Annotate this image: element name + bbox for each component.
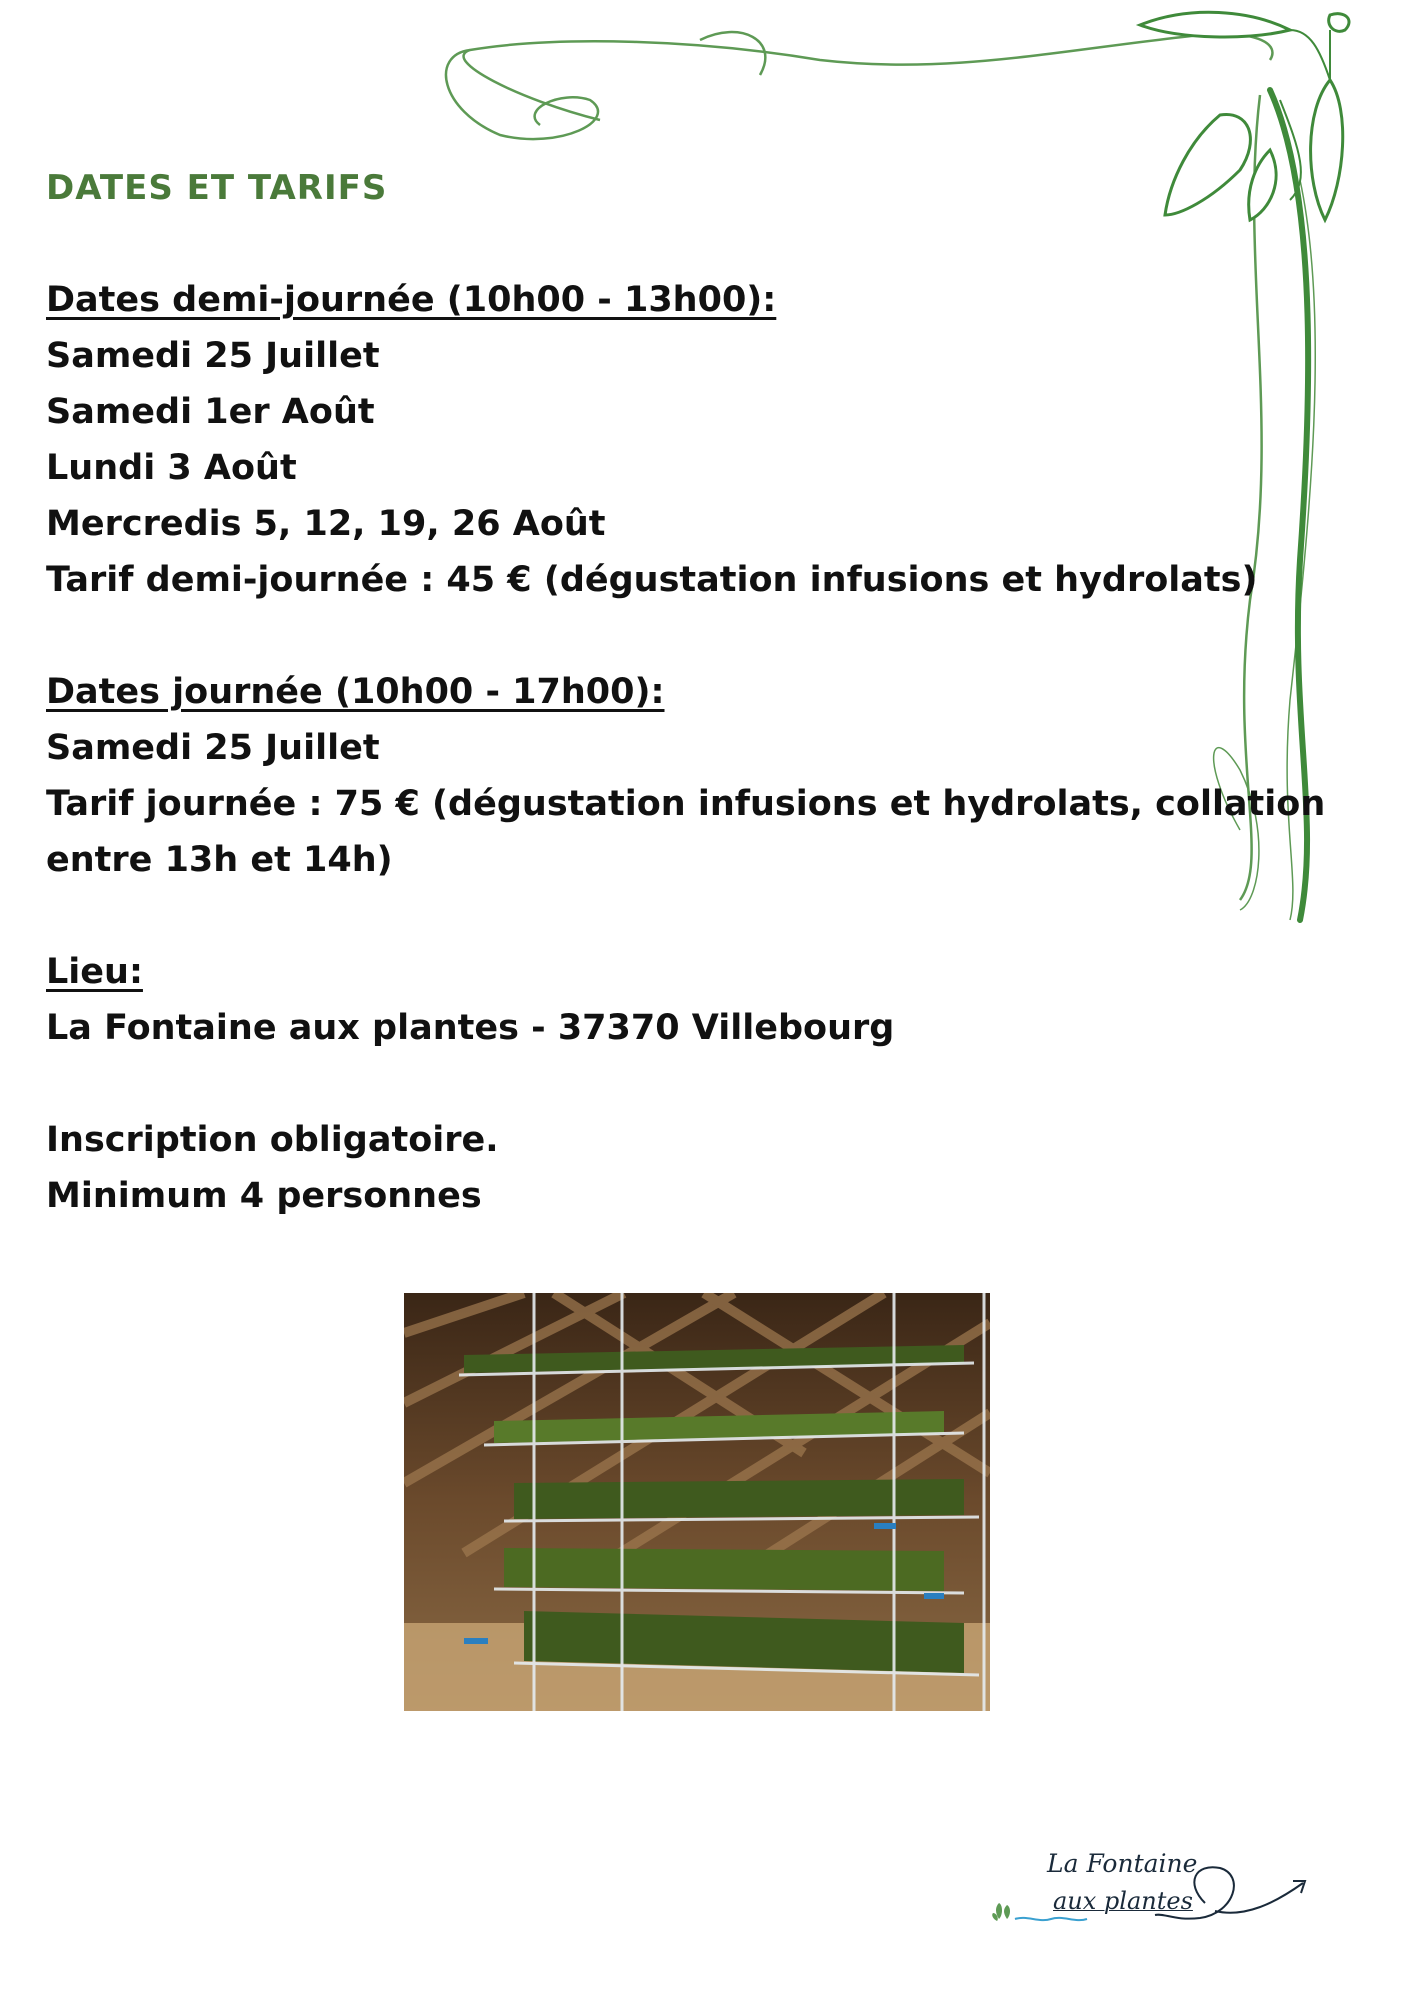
location-address: La Fontaine aux plantes - 37370 Villebourg [46, 1008, 895, 1048]
half-day-date: Samedi 1er Août [46, 392, 375, 432]
brand-logo [985, 1843, 1325, 1943]
logo-text-line2: aux plantes [1053, 1887, 1193, 1915]
notes-section [46, 1112, 1366, 1224]
half-day-section [46, 272, 1366, 608]
schedule-content [46, 272, 1366, 1224]
half-day-price: Tarif demi-journée : 45 € (dégustation infusions et hydrolats) [46, 560, 1258, 600]
page-heading: DATES ET TARIFS [46, 168, 388, 208]
location-section [46, 944, 1366, 1056]
half-day-date: Samedi 25 Juillet [46, 336, 380, 376]
half-day-title: Dates demi-journée (10h00 - 13h00): [46, 280, 777, 320]
note-registration: Inscription obligatoire. [46, 1120, 499, 1160]
full-day-date: Samedi 25 Juillet [46, 728, 380, 768]
location-title: Lieu: [46, 952, 143, 992]
full-day-section [46, 664, 1366, 888]
half-day-date: Lundi 3 Août [46, 448, 297, 488]
half-day-date: Mercredis 5, 12, 19, 26 Août [46, 504, 606, 544]
full-day-price: Tarif journée : 75 € (dégustation infusions et hydrolats, collation entre 13h et 14h) [46, 784, 1326, 880]
drying-racks-photo [404, 1293, 990, 1711]
logo-text-line1: La Fontaine [1047, 1849, 1198, 1878]
note-minimum: Minimum 4 personnes [46, 1176, 482, 1216]
full-day-title: Dates journée (10h00 - 17h00): [46, 672, 665, 712]
